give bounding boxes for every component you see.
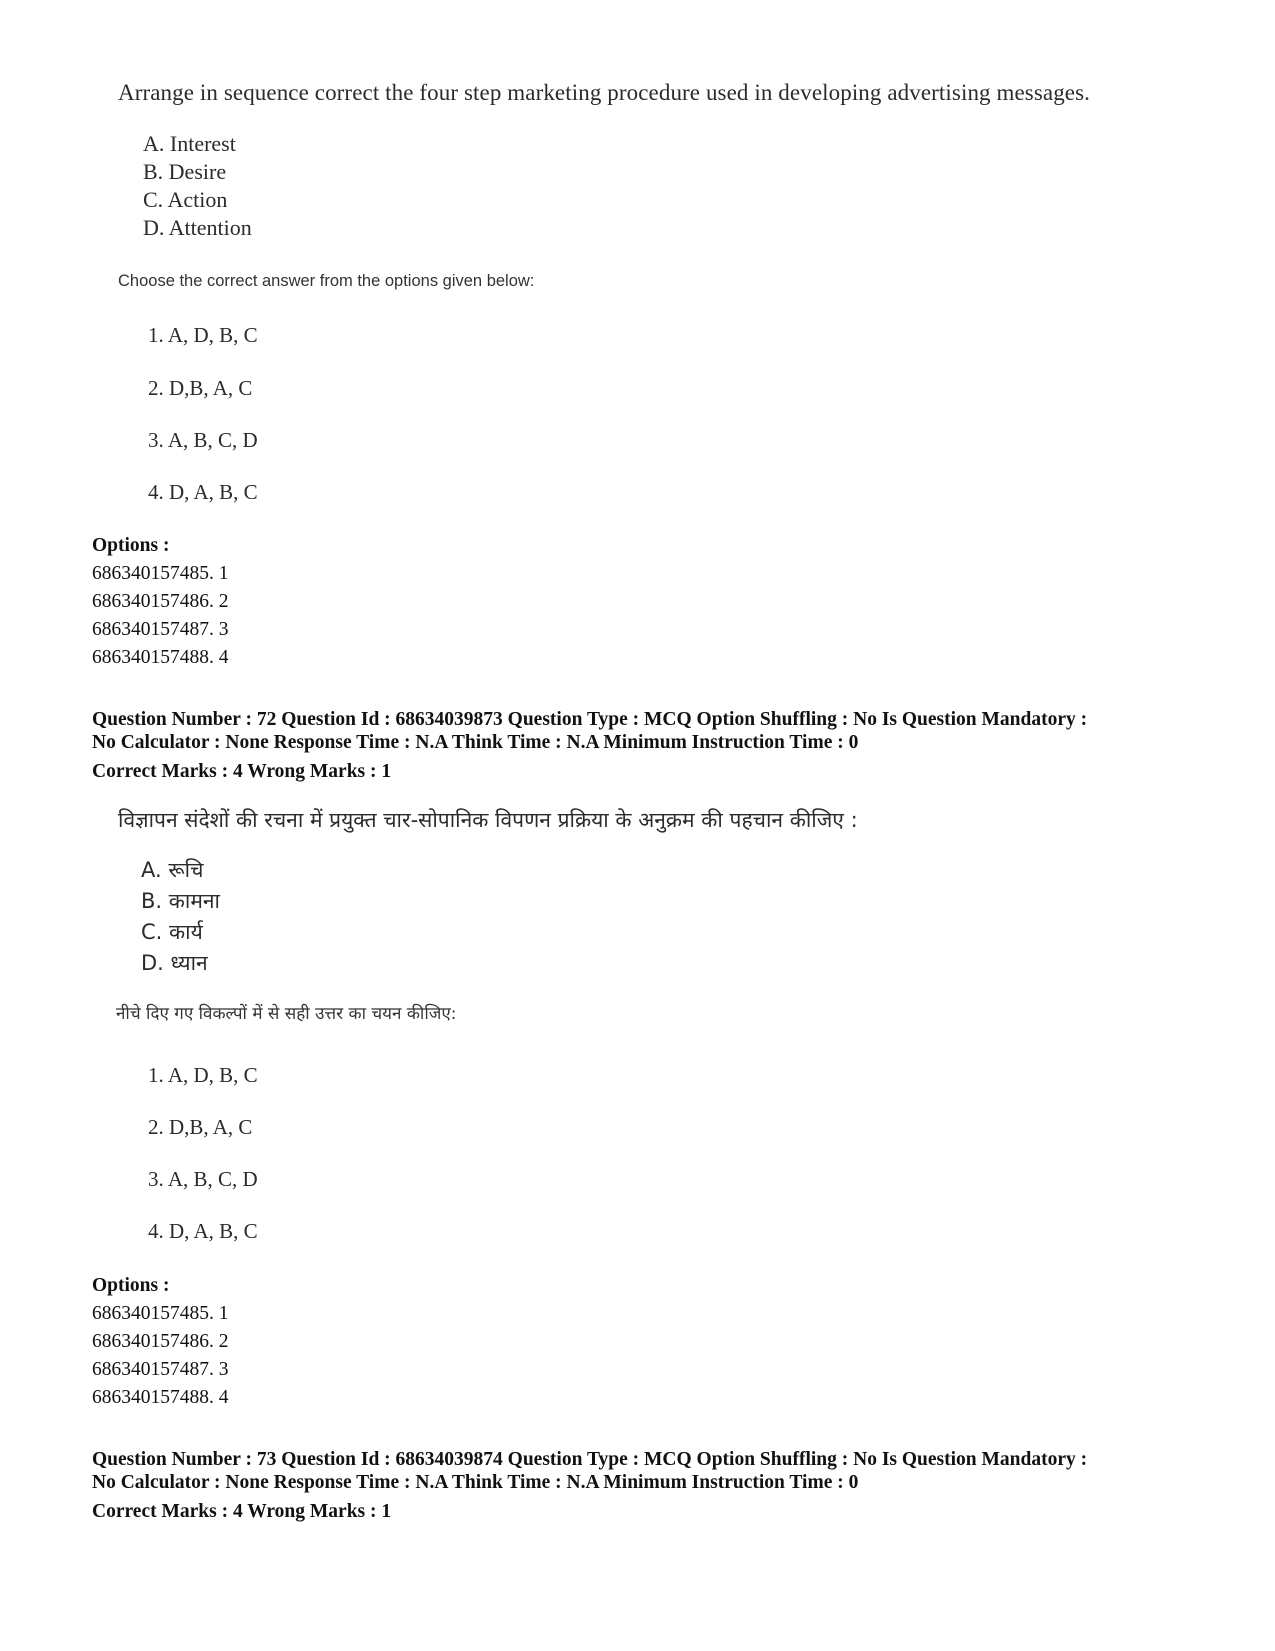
option-row: 686340157488. 4 [92,647,229,668]
option-row: 686340157486. 2 [92,591,229,612]
options-label: Options : [92,535,170,556]
option-row: 686340157488. 4 [92,1387,229,1408]
question-72-stem: विज्ञापन संदेशों की रचना में प्रयुक्त चार-सोपानिक विपणन प्रक्रिया के अनुक्रम की पहचान कीजिए : [118,808,858,832]
question-71-items [143,130,252,242]
list-item: C. कार्य [141,920,203,944]
question-72-items [141,855,220,979]
choice-item: 3. A, B, C, D [148,1167,258,1191]
choice-item: 1. A, D, B, C [148,1063,258,1087]
list-item: A. रूचि [141,858,204,882]
question-73-meta [92,1448,1087,1494]
options-list [92,1300,229,1412]
choice-item: 2. D,B, A, C [148,1115,253,1139]
meta-line: No Calculator : None Response Time : N.A Think Time : N.A Minimum Instruction Time : 0 [92,1472,859,1493]
question-72-marks: Correct Marks : 4 Wrong Marks : 1 [92,761,392,782]
options-list [92,560,229,672]
meta-line: Question Number : 72 Question Id : 68634039873 Question Type : MCQ Option Shuffling : No Is Question Mandatory : [92,709,1088,730]
question-73-marks: Correct Marks : 4 Wrong Marks : 1 [92,1501,392,1522]
list-item: D. Attention [143,215,252,240]
option-row: 686340157485. 1 [92,1303,229,1324]
choice-item: 3. A, B, C, D [148,428,258,452]
option-row: 686340157485. 1 [92,563,229,584]
option-row: 686340157487. 3 [92,1359,229,1380]
option-row: 686340157487. 3 [92,619,229,640]
list-item: A. Interest [143,131,236,156]
choice-item: 4. D, A, B, C [148,480,258,504]
list-item: C. Action [143,187,228,212]
option-row: 686340157486. 2 [92,1331,229,1352]
choice-item: 4. D, A, B, C [148,1219,258,1243]
options-label: Options : [92,1275,170,1296]
list-item: B. Desire [143,159,227,184]
question-72-meta [92,708,1087,754]
question-71-instruction: Choose the correct answer from the options given below: [118,272,535,290]
choice-item: 1. A, D, B, C [148,323,258,347]
choice-item: 2. D,B, A, C [148,376,253,400]
list-item: D. ध्यान [141,951,208,975]
meta-line: No Calculator : None Response Time : N.A Think Time : N.A Minimum Instruction Time : 0 [92,732,859,753]
list-item: B. कामना [141,889,220,913]
question-71-stem: Arrange in sequence correct the four step marketing procedure used in developing advertising messages. [118,80,1091,105]
meta-line: Question Number : 73 Question Id : 68634039874 Question Type : MCQ Option Shuffling : No Is Question Mandatory : [92,1449,1088,1470]
question-72-instruction: नीचे दिए गए विकल्पों में से सही उत्तर का चयन कीजिए: [116,1004,457,1024]
